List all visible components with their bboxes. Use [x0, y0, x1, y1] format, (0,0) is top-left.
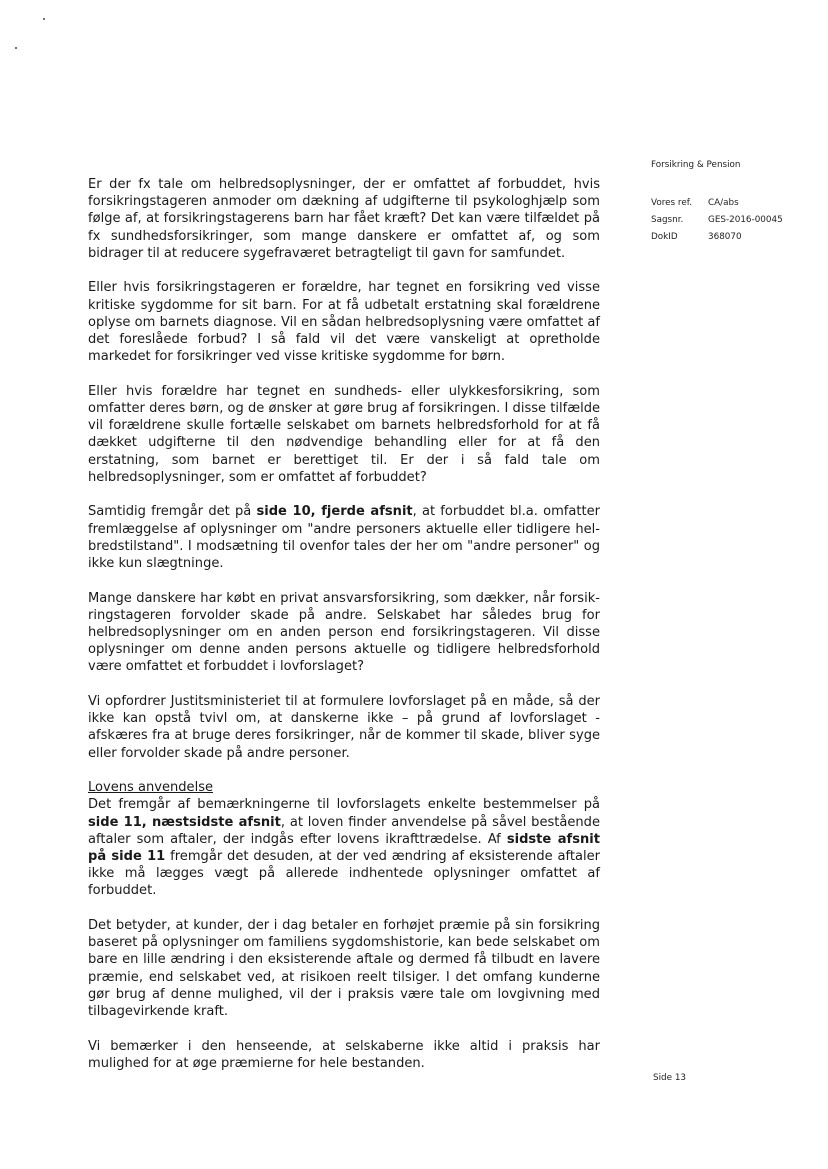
text-run: , at loven finder anvendelse på såvel bestående aftaler som aftaler, der indgås efter lovens ikrafttrædelse. Af: [88, 814, 600, 847]
letter-body: [88, 176, 600, 1089]
meta-value: 368070: [708, 231, 742, 242]
meta-row-reference: [651, 194, 821, 211]
meta-value: GES-2016-00045: [708, 214, 783, 225]
paragraph: [88, 503, 600, 572]
text-run: fremgår det desuden, at der ved ændring af eksisterende aftaler ikke må lægges vægt på allerede indhentede oplysninger omfattet af forbuddet.: [88, 849, 600, 899]
scan-speck: [43, 18, 45, 20]
organization-name: Forsikring & Pension: [651, 160, 741, 170]
bold-reference: side 11, næstsidste afsnit: [88, 814, 281, 830]
meta-label: Sagsnr.: [651, 214, 684, 225]
text-run: Samtidig fremgår det på: [88, 504, 257, 520]
scan-speck: [15, 47, 17, 49]
text-run: Det fremgår af bemærkningerne til lovforslagets enkelte bestemmelser på: [88, 797, 600, 813]
paragraph: Vi bemærker i den henseende, at selskaberne ikke altid i praksis har mulighed for at øge præmierne for hele bestanden.: [88, 1038, 600, 1071]
paragraph: Vi opfordrer Justitsministeriet til at formulere lovforslaget på en måde, så der ikke kan opstå tvivl om, at danskerne ikke – på grund af lovforslaget - afskæres fra at bruge deres forsikringer, når de kommer til skade, bliver syge eller forvolder skade på andre personer.: [88, 694, 600, 761]
section-heading: Lovens anvendelse: [88, 780, 214, 796]
meta-row-document-id: [651, 228, 821, 245]
paragraph: Er der fx tale om helbredsoplysninger, der er omfattet af forbuddet, hvis forsikringstageren anmoder om dækning af udgifterne til psykologhjælp som følge af, at forsikringstagerens barn har fået kræft? Det kan være tilfældet på fx sundhedsforsikringer, som mange danskere er omfattet af, og som bidrager til at reducere sygefraværet betragteligt til gavn for samfundet.: [88, 177, 600, 261]
meta-row-case-number: [651, 211, 821, 228]
meta-value: CA/abs: [708, 197, 739, 208]
bold-reference: side 10, fjerde afsnit: [256, 504, 413, 520]
meta-label: DokID: [651, 231, 678, 242]
bold-reference: sidste afsnit på side 11: [88, 831, 600, 865]
paragraph: Mange danskere har købt en privat ansvarsforsikring, som dækker, når forsikringstageren forvolder skade på andre. Selskabet har således brug for helbredsoplysninger om en anden person end forsikringstageren. Vil disse oplysninger om denne anden persons aktuelle og tidligere helbredsforhold være omfattet et forbuddet i lovforslaget?: [88, 590, 600, 675]
meta-label: Vores ref.: [651, 197, 693, 208]
paragraph: Det betyder, at kunder, der i dag betaler en forhøjet præmie på sin forsikring baseret på oplysninger om familiens sygdomshistorie, kan bede selskabet om bare en lille ændring i den eksisterende aftale og dermed få tilbudt en lavere præmie, end selskabet ved, at risikoen reelt tilsiger. I det omfang kunderne gør brug af denne mulighed, vil der i praksis være tale om lovgivning med tilbagevirkende kraft.: [88, 918, 600, 1020]
paragraph: Eller hvis forsikringstageren er forældre, har tegnet en forsikring ved visse kritiske sygdomme for sit barn. For at få udbetalt erstatning skal forældrene oplyse om barnets diagnose. Vil en sådan helbredsoplysning være omfattet af det foreslåede forbud? I så fald vil det være vanskeligt at opretholde markedet for forsikringer ved visse kritiske sygdomme for børn.: [88, 280, 600, 365]
document-metadata: [651, 160, 821, 245]
paragraph: Eller hvis forældre har tegnet en sundheds- eller ulykkesforsikring, som omfatter deres børn, og de ønsker at gøre brug af forsikringen. I disse tilfælde vil forældrene skulle fortælle selskabet om barnets helbredsforhold for at få dækket udgifterne til den nødvendige behandling eller for at få den erstatning, som barnet er berettiget til. Er der i så fald tale om helbredsoplysninger, som er omfattet af forbuddet?: [88, 383, 600, 485]
page-number: Side 13: [653, 1073, 687, 1083]
text-run: , at forbuddet bl.a. omfatter fremlæggelse af oplysninger om "andre personers aktuelle eller tidligere helbredstilstand". I modsætning til ovenfor tales der her om "andre personer" og ikke kun slægtninge.: [88, 504, 601, 572]
paragraph: [88, 779, 600, 899]
